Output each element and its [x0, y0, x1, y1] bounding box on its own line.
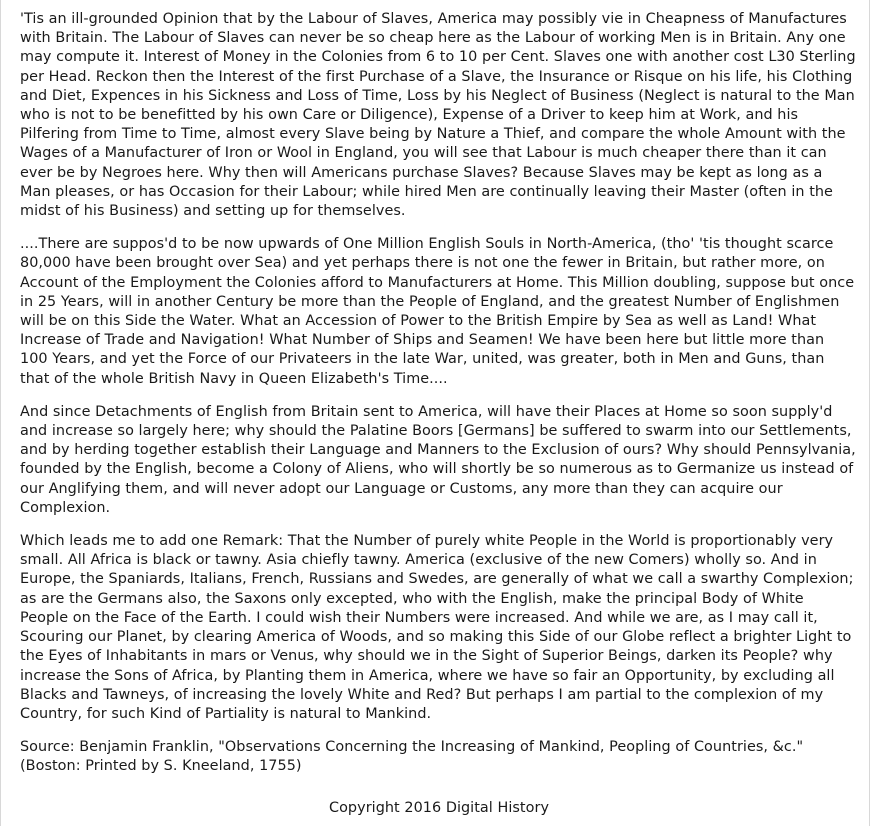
copyright-footer: Copyright 2016 Digital History: [328, 799, 550, 816]
source-citation: Source: Benjamin Franklin, "Observations Concerning the Increasing of Mankind, Peopling of Countries, &c." (Boston: Printed by S. Kneeland, 1755): [20, 739, 804, 775]
paragraph-english-souls: ....There are suppos'd to be now upwards of One Million English Souls in North-America, (tho' 'tis thought scarce 80,000 have been brought over Sea) and yet perhaps there is not one the fewer in Britain, but rather more, on Account of the Employment the Colonies afford to Manufacturers at Home. This Million doubling, suppose but once in 25 Years, will in another Century be more than the People of England, and the greatest Number of Englishmen will be on this Side the Water. What an Accession of Power to the British Empire by Sea as well as Land! What Increase of Trade and Navigation! What Number of Ships and Seamen! We have been here but little more than 100 Years, and yet the Force of our Privateers in the late War, united, was greater, both in Men and Guns, than that of the whole British Navy in Queen Elizabeth's Time....: [20, 236, 855, 387]
paragraph-white-people: Which leads me to add one Remark: That the Number of purely white People in the World is proportionably very small. All Africa is black or tawny. Asia chiefly tawny. America (exclusive of the new Comers) wholly so. And in Europe, the Spaniards, Italians, French, Russians and Swedes, are generally of what we call a swarthy Complexion; as are the Germans also, the Saxons only excepted, who with the English, make the principal Body of White People on the Face of the Earth. I could wish their Numbers were increased. And while we are, as I may call it, Scouring our Planet, by clearing America of Woods, and so making this Side of our Globe reflect a brighter Light to the Eyes of Inhabitants in mars or Venus, why should we in the Sight of Superior Beings, darken its People? why increase the Sons of Africa, by Planting them in America, where we have so fair an Opportunity, by excluding all Blacks and Tawneys, of increasing the lovely White and Red? But perhaps I am partial to the complexion of my Country, for such Kind of Partiality is natural to Mankind.: [20, 533, 854, 722]
document-body: [20, 10, 856, 818]
paragraph-palatine-boors: And since Detachments of English from Britain sent to America, will have their Places at Home so soon supply'd and increase so largely here; why should the Palatine Boors [Germans] be suffered to swarm into our Settlements, and by herding together establish their Language and Manners to the Exclusion of ours? Why should Pennsylvania, founded by the English, become a Colony of Aliens, who will shortly be so numerous as to Germanize us instead of our Anglifying them, and will never adopt our Language or Customs, any more than they can acquire our Complexion.: [20, 403, 856, 516]
paragraph-labour-of-slaves: 'Tis an ill-grounded Opinion that by the Labour of Slaves, America may possibly vie in Cheapness of Manufactures with Britain. The Labour of Slaves can never be so cheap here as the Labour of working Men is in Britain. Any one may compute it. Interest of Money in the Colonies from 6 to 10 per Cent. Slaves one with another cost L30 Sterling per Head. Reckon then the Interest of the first Purchase of a Slave, the Insurance or Risque on his life, his Clothing and Diet, Expences in his Sickness and Loss of Time, Loss by his Neglect of Business (Neglect is natural to the Man who is not to be benefitted by his own Care or Diligence), Expense of a Driver to keep him at Work, and his Pilfering from Time to Time, almost every Slave being by Nature a Thief, and compare the whole Amount with the Wages of a Manufacturer of Iron or Wool in England, you will see that Labour is much cheaper there than it can ever be by Negroes here. Why then will Americans purchase Slaves? Because Slaves may be kept as long as a Man pleases, or has Occasion for their Labour; while hired Men are continually leaving their Master (often in the midst of his Business) and setting up for themselves.: [20, 11, 856, 220]
